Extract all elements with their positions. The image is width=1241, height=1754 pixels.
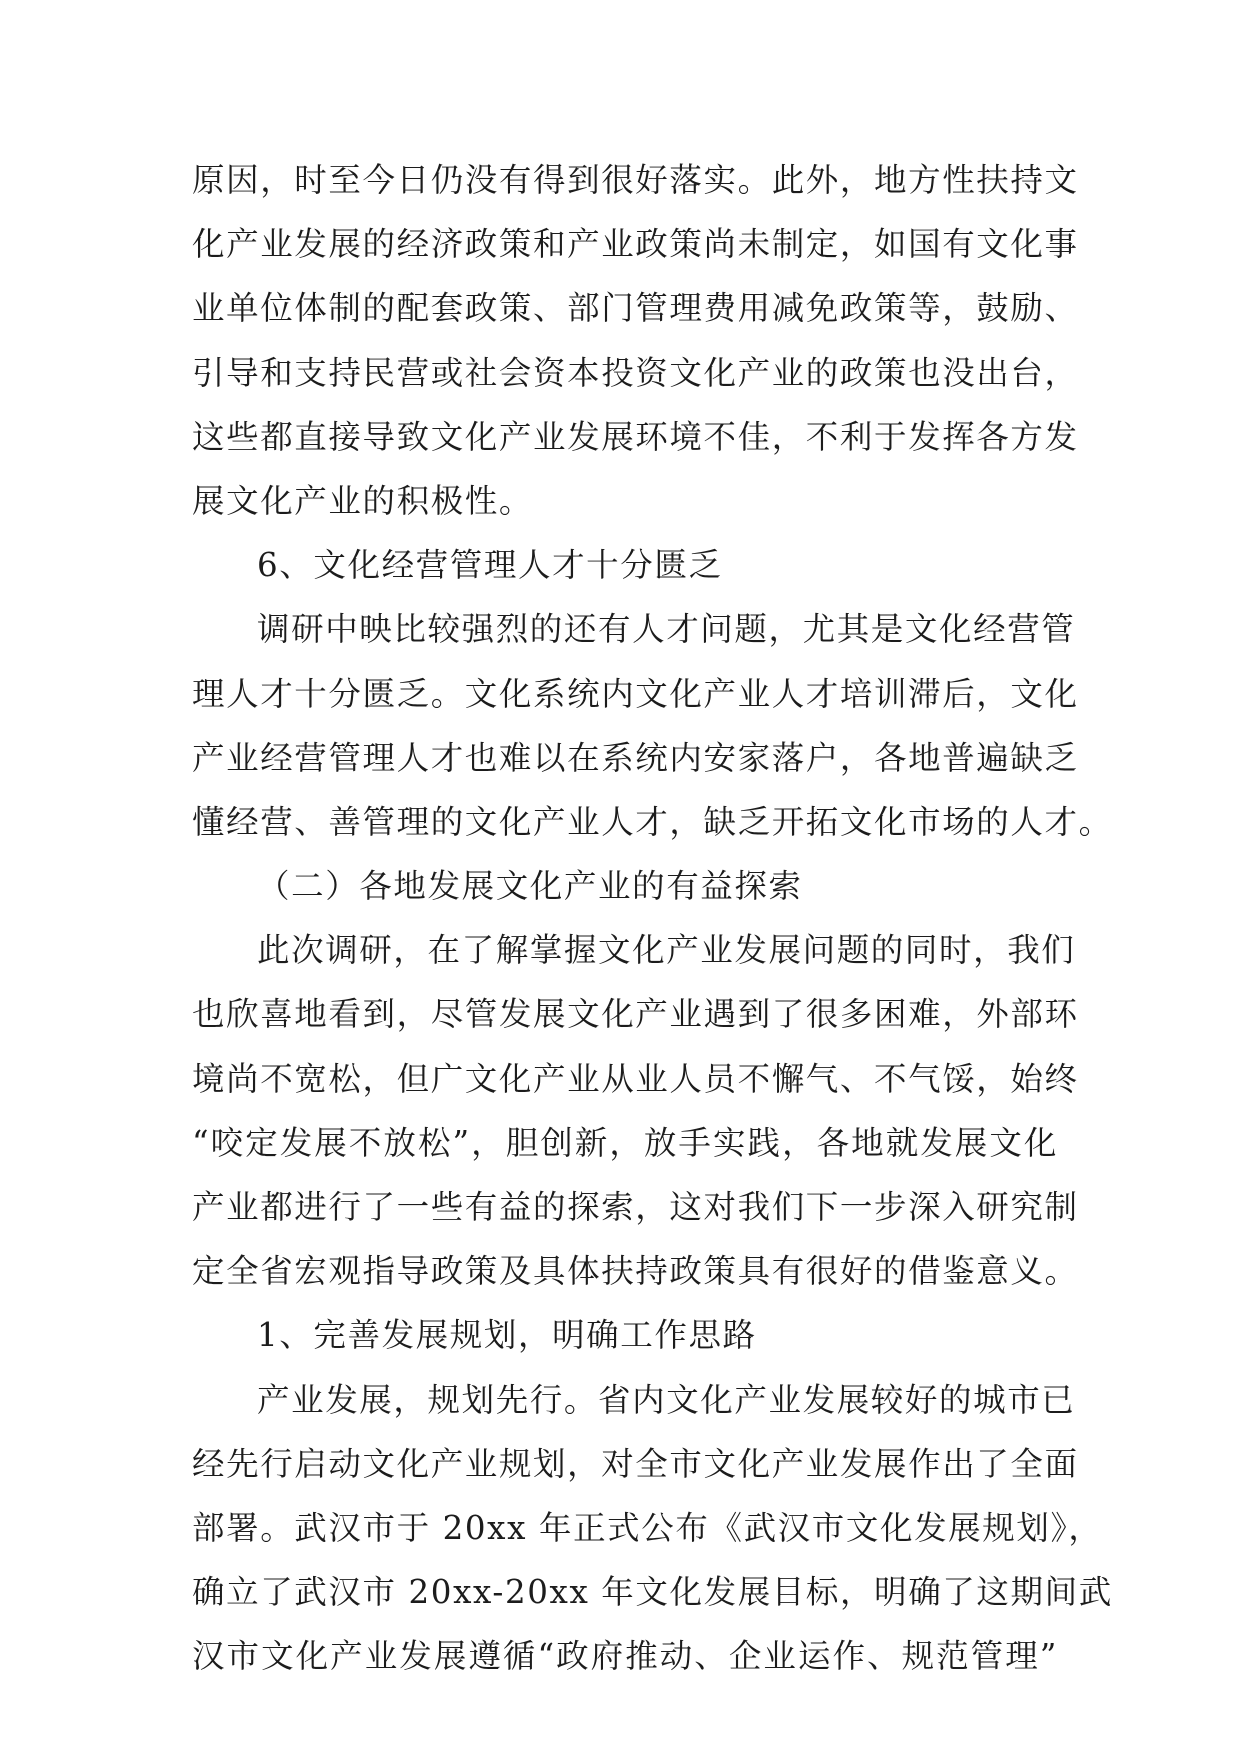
text-line: 展文化产业的积极性。 xyxy=(192,481,534,520)
text-line: 产业发展，规划先行。省内文化产业发展较好的城市已 xyxy=(257,1380,1076,1419)
text-line: 此次调研，在了解掌握文化产业发展问题的同时，我们 xyxy=(257,931,1076,970)
paragraph-policy-environment xyxy=(192,148,1079,533)
text-line: 引导和支持民营或社会资本投资文化产业的政策也没出台， xyxy=(192,353,1079,392)
text-line: 调研中映比较强烈的还有人才问题，尤其是文化经营管 xyxy=(257,610,1076,649)
heading-local-exploration xyxy=(192,854,1058,918)
text-line: 理人才十分匮乏。文化系统内文化产业人才培训滞后，文化 xyxy=(192,674,1079,713)
section-heading: 1、完善发展规划，明确工作思路 xyxy=(257,1316,757,1355)
text-line: 这些都直接导致文化产业发展环境不佳，不利于发挥各方发 xyxy=(192,417,1079,456)
text-line: 产业都进行了一些有益的探索，这对我们下一步深入研究制 xyxy=(192,1188,1079,1226)
text-line: 境尚不宽松，但广文化产业从业人员不懈气、不气馁，始终 xyxy=(192,1059,1079,1098)
heading-planning xyxy=(192,1303,1058,1367)
text-line: 经先行启动文化产业规划，对全市文化产业发展作出了全面 xyxy=(192,1444,1079,1483)
heading-talent-shortage xyxy=(192,533,1058,597)
text-line: 原因，时至今日仍没有得到很好落实。此外，地方性扶持文 xyxy=(192,161,1079,199)
document-body xyxy=(192,148,1113,1689)
text-line: 汉市文化产业发展遵循“政府推动、企业运作、规范管理” xyxy=(192,1637,1058,1676)
text-line: 确立了武汉市 20xx-20xx 年文化发展目标，明确了这期间武 xyxy=(192,1573,1113,1612)
text-line: 部署。武汉市于 20xx 年正式公布《武汉市文化发展规划》， xyxy=(192,1508,1103,1547)
section-heading: 6、文化经营管理人才十分匮乏 xyxy=(257,546,723,585)
paragraph-talent xyxy=(192,597,1113,854)
text-line: 业单位体制的配套政策、部门管理费用减免政策等，鼓励、 xyxy=(192,289,1079,328)
paragraph-planning xyxy=(192,1368,1113,1689)
text-line: 产业经营管理人才也难以在系统内安家落户，各地普遍缺乏 xyxy=(192,738,1079,777)
paragraph-exploration xyxy=(192,918,1079,1303)
text-line: 定全省宏观指导政策及具体扶持政策具有很好的借鉴意义。 xyxy=(192,1252,1079,1291)
text-line: 懂经营、善管理的文化产业人才，缺乏开拓文化市场的人才。 xyxy=(192,802,1113,841)
section-heading: （二）各地发展文化产业的有益探索 xyxy=(257,867,803,906)
text-line: “咬定发展不放松”，胆创新，放手实践，各地就发展文化 xyxy=(192,1123,1058,1162)
text-line: 也欣喜地看到，尽管发展文化产业遇到了很多困难，外部环 xyxy=(192,995,1079,1034)
text-line: 化产业发展的经济政策和产业政策尚未制定，如国有文化事 xyxy=(192,225,1079,264)
